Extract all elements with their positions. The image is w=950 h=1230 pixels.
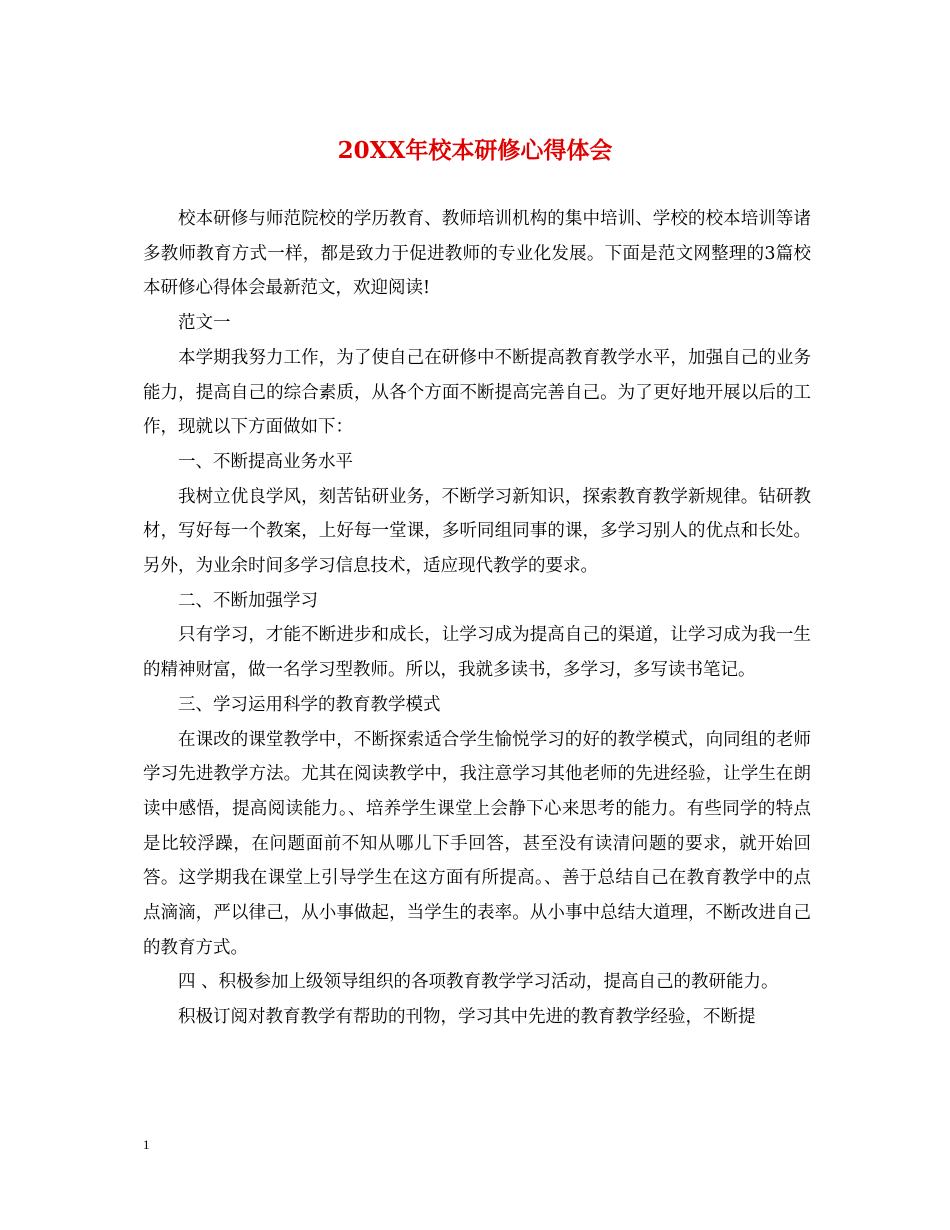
section-heading: 四 、积极参加上级领导组织的各项教育教学学习活动，提高自己的教研能力。: [178, 972, 779, 993]
section-heading: 一、不断提高业务水平: [178, 451, 353, 472]
paragraph: 只有学习，才能不断进步和成长，让学习成为提高自己的渠道，让学习成为我一生的精神财富，做一名学习型教师。所以，我就多读书，多学习，多写读书笔记。: [143, 625, 811, 681]
section-heading: 三、学习运用科学的教育教学模式: [178, 694, 441, 715]
paragraph-intro: 校本研修与师范院校的学历教育、教师培训机构的集中培训、学校的校本培训等诸多教师教育方式一样，都是致力于促进教师的专业化发展。下面是范文网整理的3篇校本研修心得体会最新范文，欢迎阅读!: [143, 209, 811, 299]
paragraph: 本学期我努力工作，为了使自己在研修中不断提高教育教学水平，加强自己的业务能力，提高自己的综合素质，从各个方面不断提高完善自己。为了更好地开展以后的工作，现就以下方面做如下：: [143, 347, 811, 438]
paragraph: 积极订阅对教育教学有帮助的刊物，学习其中先进的教育教学经验，不断提: [178, 1007, 756, 1028]
document-body: [143, 202, 811, 1035]
paragraph-sample-heading: 范文一: [178, 313, 231, 334]
document-title: 20XX年校本研修心得体会: [337, 137, 613, 164]
section-heading: 二、不断加强学习: [178, 590, 318, 611]
paragraph: 在课改的课堂教学中，不断探索适合学生愉悦学习的好的教学模式，向同组的老师学习先进教学方法。尤其在阅读教学中，我注意学习其他老师的先进经验，让学生在朗读中感悟，提高阅读能力。、培养学生课堂上会静下心来思考的能力。有些同学的特点是比较浮躁，在问题面前不知从哪儿下手回答，甚至没有读清问题的要求，就开始回答。这学期我在课堂上引导学生在这方面有所提高。、善于总结自己在教育教学中的点点滴滴，严以律己，从小事做起，当学生的表率。从小事中总结大道理，不断改进自己的教育方式。: [143, 729, 811, 958]
paragraph: 我树立优良学风，刻苦钻研业务，不断学习新知识，探索教育教学新规律。钻研教材，写好每一个教案，上好每一堂课，多听同组同事的课，多学习别人的优点和长处。另外，为业余时间多学习信息技术，适应现代教学的要求。: [143, 486, 811, 577]
page-number: 1: [143, 1137, 150, 1152]
